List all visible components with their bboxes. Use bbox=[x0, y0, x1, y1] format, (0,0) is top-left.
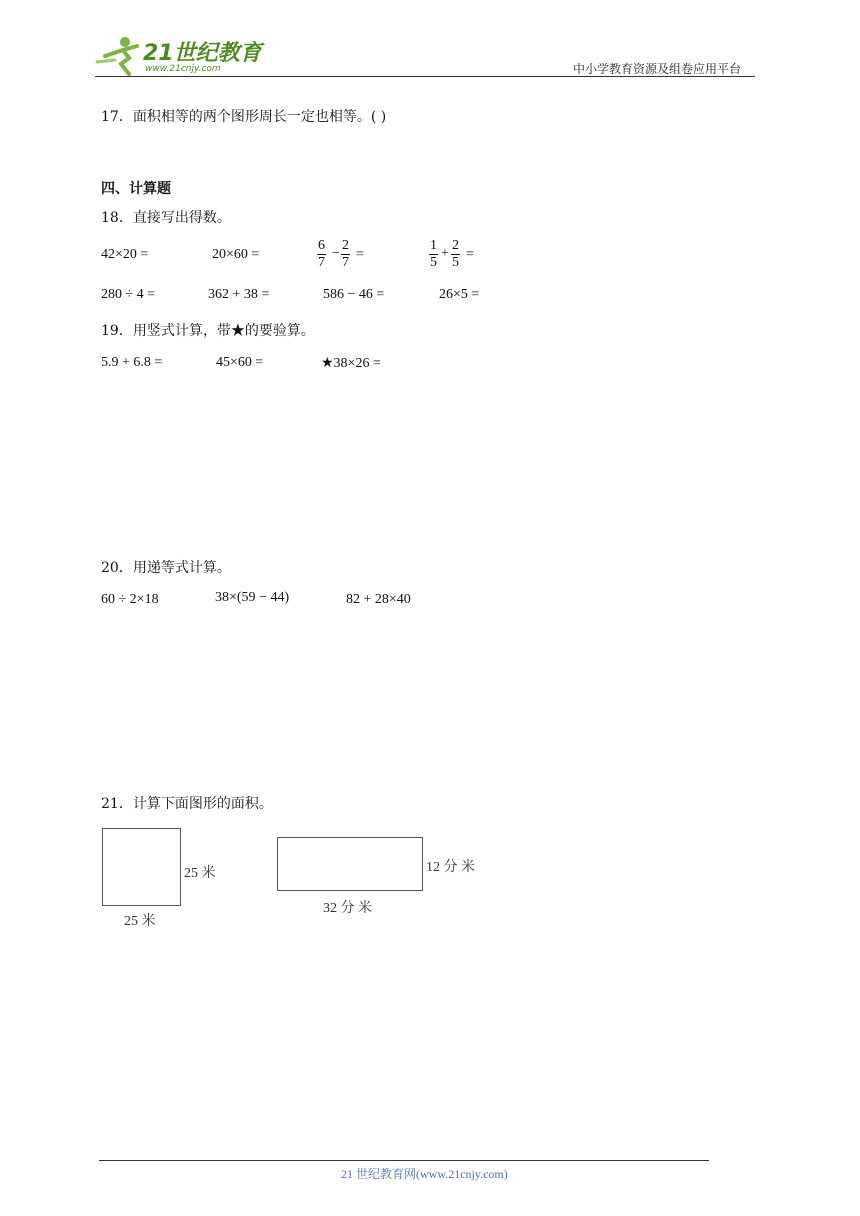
q20-expr-3: 82 + 28×40 bbox=[346, 592, 411, 607]
header-right-text: 中小学教育资源及组卷应用平台 bbox=[573, 62, 742, 76]
question-19-prompt: 19．用竖式计算，带★的要验算。 bbox=[101, 323, 315, 339]
square-figure bbox=[102, 828, 181, 906]
logo-main-text: 21世纪教育 bbox=[143, 41, 262, 66]
rectangle-side-label: 12 分 米 bbox=[426, 860, 475, 875]
q19-expr-2: 45×60 = bbox=[216, 355, 264, 370]
logo-sub-text: www.21cnjy.com bbox=[145, 64, 221, 74]
q19-expr-3: ★38×26 = bbox=[321, 356, 381, 371]
fraction: $\frac{2}{7}$ bbox=[342, 238, 349, 270]
q20-expr-1: 60 ÷ 2×18 bbox=[101, 592, 159, 607]
question-20-prompt: 20．用递等式计算。 bbox=[101, 560, 231, 576]
site-logo bbox=[95, 34, 265, 76]
header-divider bbox=[95, 76, 755, 77]
fraction: $\frac{1}{5}$ bbox=[430, 238, 437, 270]
q18-expr-7: 586 − 46 = bbox=[323, 287, 385, 302]
section-title: 四、计算题 bbox=[101, 181, 171, 197]
rectangle-bottom-label: 32 分 米 bbox=[323, 901, 372, 916]
question-21-prompt: 21．计算下面图形的面积。 bbox=[101, 796, 273, 812]
q18-expr-6: 362 + 38 = bbox=[208, 287, 270, 302]
square-side-label: 25 米 bbox=[184, 866, 216, 881]
fraction: $\frac{6}{7}$ bbox=[318, 238, 325, 270]
question-18-prompt: 18．直接写出得数。 bbox=[101, 210, 231, 226]
q18-expr-5: 280 ÷ 4 = bbox=[101, 287, 156, 302]
q20-expr-2: 38×(59 − 44) bbox=[215, 590, 290, 605]
runner-logo-icon bbox=[95, 34, 145, 76]
q18-expr-2: 20×60 = bbox=[212, 247, 260, 262]
q18-expr-8: 26×5 = bbox=[439, 287, 480, 302]
footer-divider bbox=[99, 1160, 709, 1161]
rectangle-figure bbox=[277, 837, 423, 891]
q18-expr-1: 42×20 = bbox=[101, 247, 149, 262]
q19-expr-1: 5.9 + 6.8 = bbox=[101, 355, 163, 370]
fraction: $\frac{2}{5}$ bbox=[452, 238, 459, 270]
footer-text: 21 世纪教育网(www.21cnjy.com) bbox=[341, 1167, 508, 1181]
question-17: 17．面积相等的两个图形周长一定也相等。( ) bbox=[101, 109, 387, 125]
square-bottom-label: 25 米 bbox=[124, 914, 156, 929]
